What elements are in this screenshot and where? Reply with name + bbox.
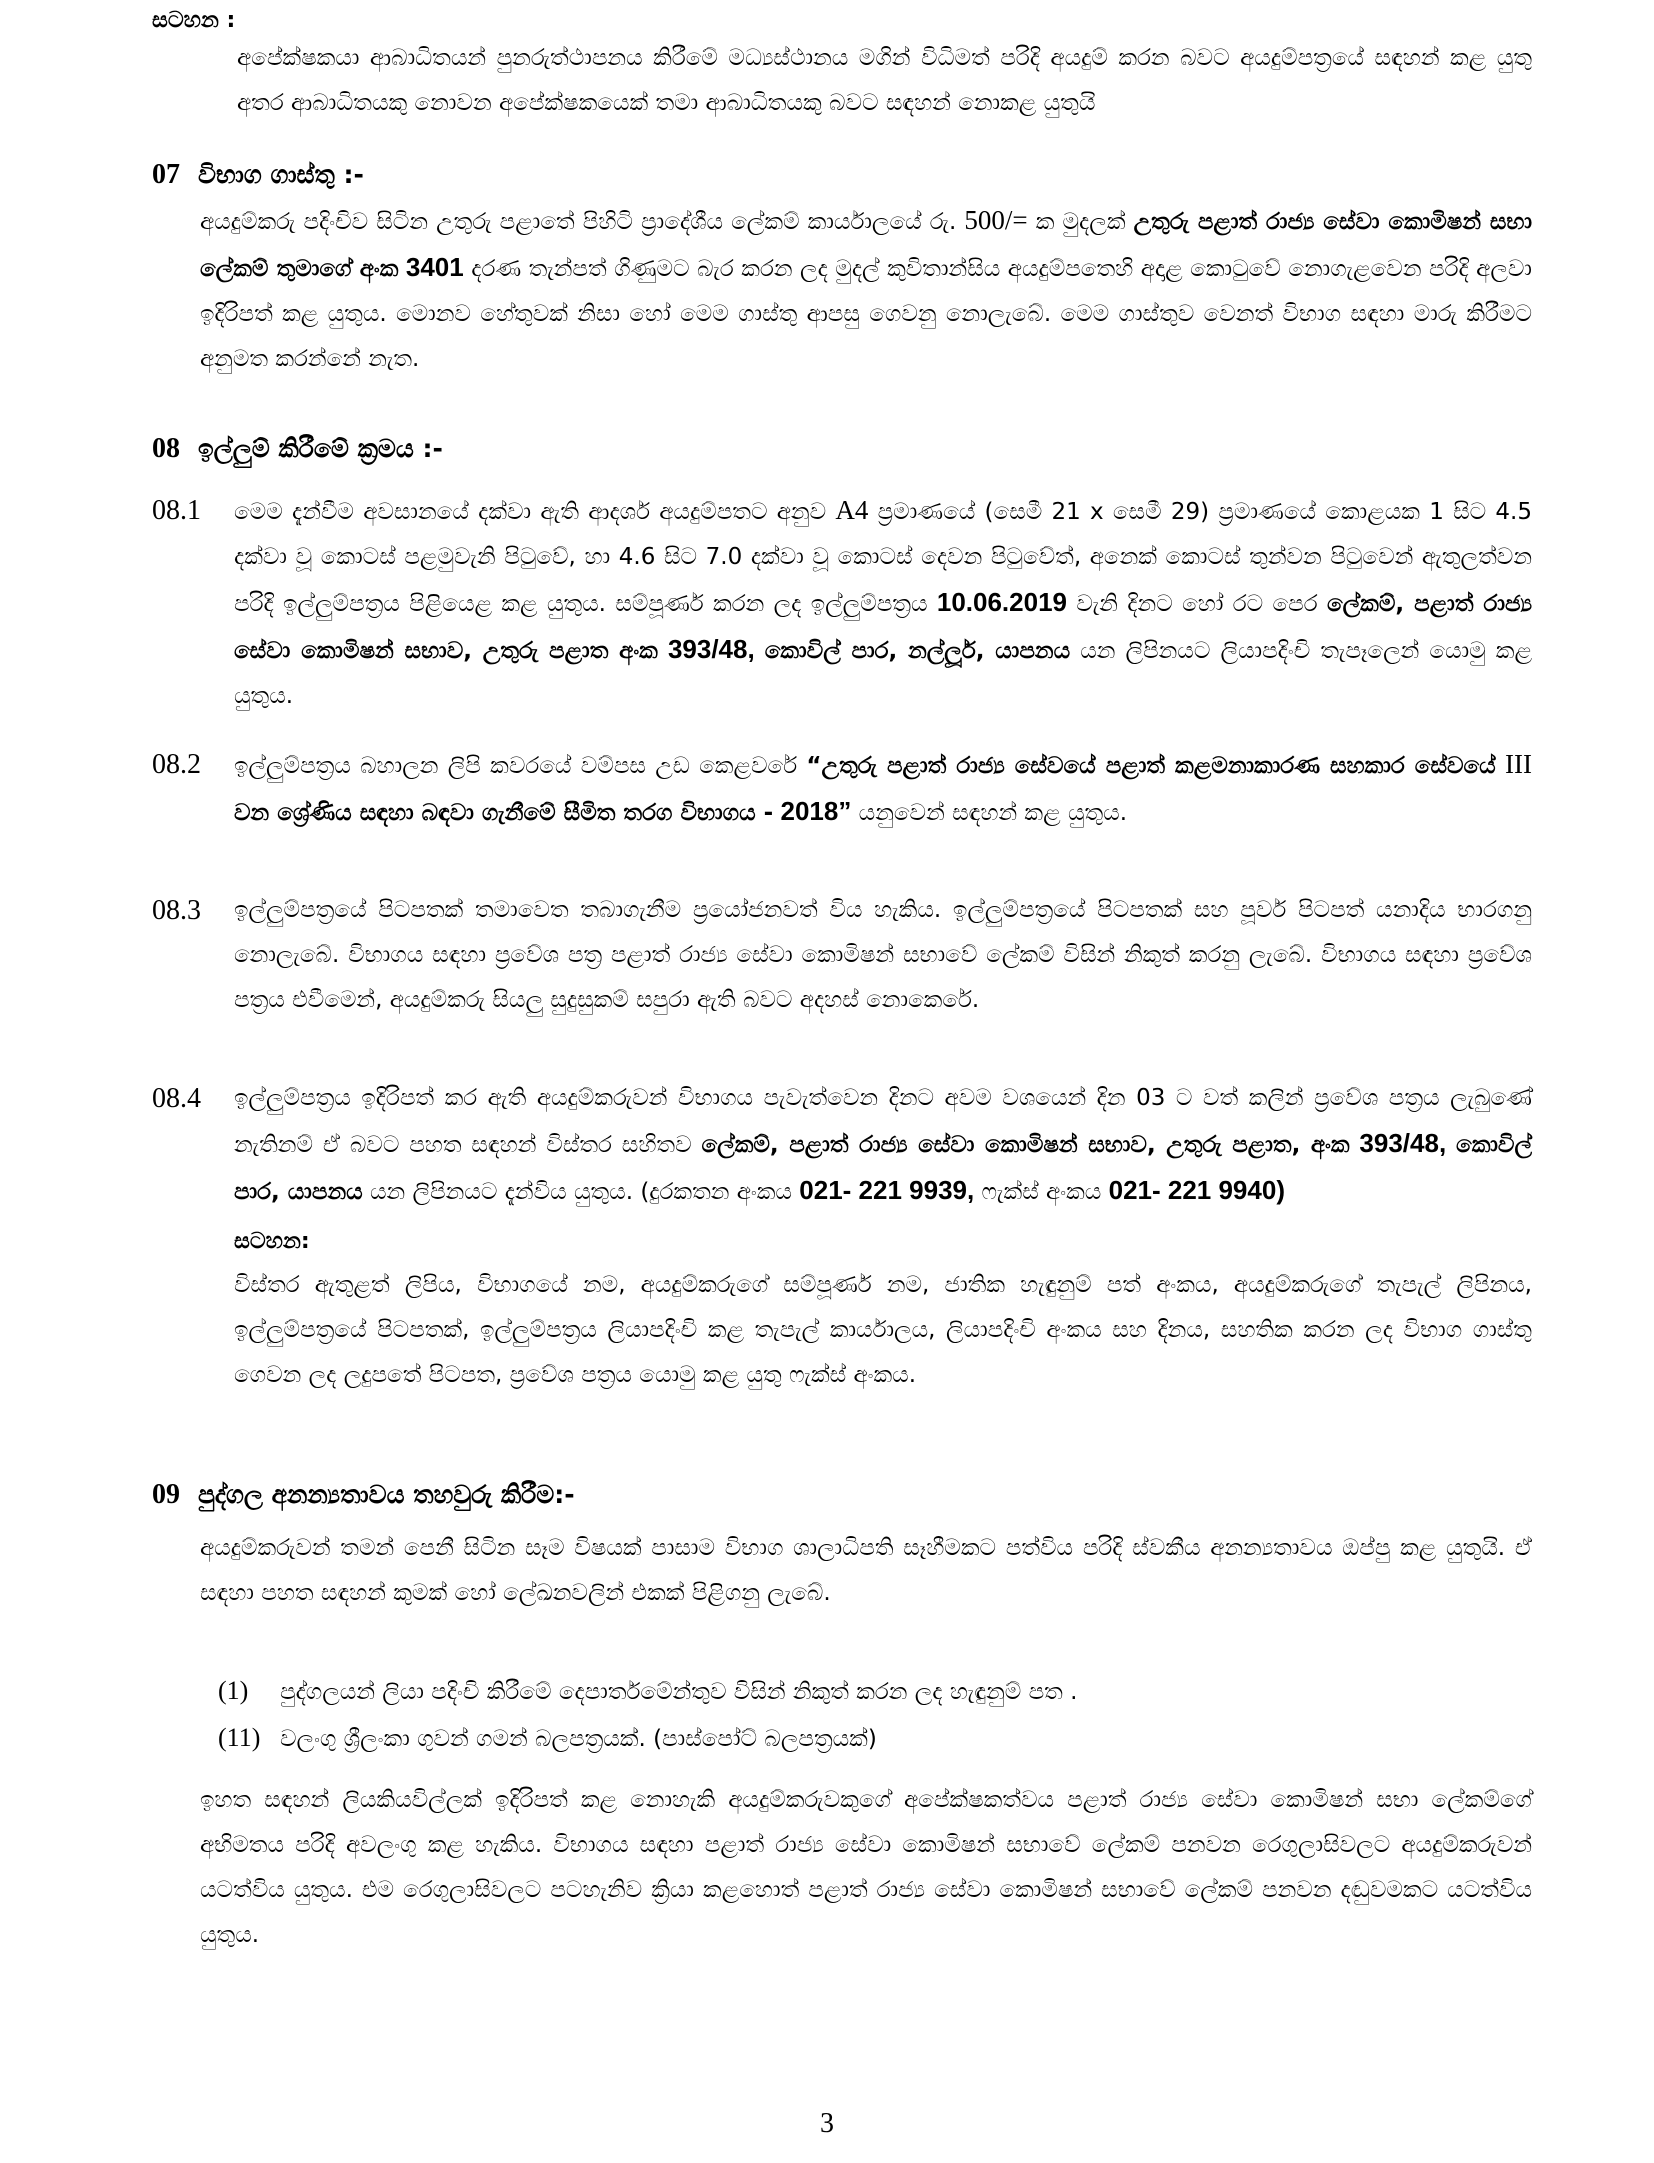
para-08-1 [234,488,1532,719]
section-09-intro [200,1526,1532,1616]
section-number: 07 [152,159,180,190]
identity-intro: අයදුම්කරුවන් තමන් පෙනී සිටින සෑම විෂයක් පාසාම විභාග ශාලාධිපති සෑහීමකට පත්විය පරිදි ස්වකීය අනන්‍යතාවය ඔප්පු කළ යුතුයි. ඒ සඳහා පහත සඳහන් කුමක් හෝ ලේඛනවලින් එකක් පිළිගනු ලැබේ. [200,1535,1532,1606]
identity-document-list [218,1668,1532,1762]
section-number: 09 [152,1479,180,1510]
p1-address-b: කොවිල් පාර, නල්ලූර්, යාපනය [764,638,1071,664]
p4-note-text: විස්තර ඇතුළත් ලිපිය, විභාගයේ නම, අයදුම්කරුගේ සම්පූර්ණ නම, ජාතික හැඳුනුම් පත් අංකය, අයදුම්කරුගේ තැපැල් ලිපිනය, ඉල්ලුම්පත්‍රයේ පිටපතක්, ඉල්ලුම්පත්‍රය ලියාපදිංචි කළ තැපැල් කාර්යාලය, ලියාපදිංචි අංකය සහ දිනය, සහතික කරන ලද විභාග ගාස්තු ගෙවන ලද ලදුපතේ පිටපත, ප්‍රවේශ පත්‍රය යොමු කළ යුතු ෆැක්ස් අංකය. [234,1272,1532,1388]
p4-text-a: ඉල්ලුම්පත්‍රය ඉදිරිපත් කර ඇති අයදුම්කරුවන් විභාගය පැවැත්වෙන දිනට අවම වශයෙන් දින 03 ට වත් කලින් ප්‍රවේශ පත්‍රය ලැබුණේ නැතිනම් ඒ බවට පහත සඳහන් විස්තර සහිතව [234,1085,1532,1158]
p2-quote-a: “උතුරු පළාත් රාජ්‍ය සේවයේ පළාත් කළමනාකාරණ සහකාර සේවයේ [806,753,1496,779]
fax-number: 021- 221 9940) [1108,1175,1285,1205]
section-09-closing [200,1778,1532,1958]
fax-label: ෆැක්ස් අංකය [981,1179,1102,1205]
p4-address-a: ලේකම්, පළාත් රාජ්‍ය සේවා කොමිෂන් සභාව, උතුරු පළාත, අංක [701,1132,1350,1158]
p2-quote-b: වන ශ්‍රේණිය සඳහා බඳවා ගැනීමේ සීමිත තරග විභාගය - [234,800,774,826]
list-item-number: (1) [218,1676,249,1705]
closing-date: 10.06.2019 [936,587,1067,617]
note-text: අපේක්ෂකයා ආබාධිතයන් පුනරුත්ථාපනය කිරීමේ මධ්‍යස්ථානය මගින් විධිමත් පරිදි අයදුම් කරන බවට අයදුම්පත්‍රයේ සඳහන් කළ යුතු අතර ආබාධිතයකු නොවන අපේක්ෂකයෙක් තමා ආබාධිතයකු බවට සඳහන් නොකළ යුතුයි [237,45,1532,116]
fee-paragraph [200,198,1532,382]
para-number-08-1: 08.1 [152,495,201,526]
list-item-text: පුද්ගලයන් ලියා පදිංචි කිරීමේ දෙපාර්තමේන්තුව විසින් නිකුත් කරන ලද හැඳුනුම් පත . [280,1679,1078,1705]
para-number-08-4: 08.4 [152,1083,201,1114]
p1-address-a: ලේකම්, පළාත් රාජ්‍ය සේවා කොමිෂන් සභාව, උතුරු පළාත අංක [234,591,1533,664]
section-title: විභාග ගාස්තු :- [198,160,364,189]
fee-text-c: දරණ තැන්පත් ගිණුමට බැර කරන ලද මුදල් කුවිතාන්සිය අයදුම්පතෙහි අදාළ කොටුවේ නොගැළවෙන පරිදි අලවා ඉදිරිපත් කළ යුතුය. මොනව හේතුවක් නිසා හෝ මෙම ගාස්තු ආපසු ගෙවනු නොලැබේ. මෙම ගාස්තුව වෙනත් විභාග සඳහා මාරු කිරීමට අනුමත කරන්නේ නැත. [200,256,1532,372]
section-number: 08 [152,433,180,464]
note-label: සටහන : [152,8,236,33]
p4-address-number: 393/48, [1359,1128,1447,1158]
p2-text-b: යනුවෙන් සඳහන් කළ යුතුය. [858,800,1128,826]
identity-closing: ඉහත සඳහන් ලියකියවිල්ලක් ඉදිරිපත් කළ නොහැකි අයදුම්කරුවකුගේ අපේක්ෂකත්වය පළාත් රාජ්‍ය සේවා කොමිෂන් සභා ලේකම්ගේ අභිමතය පරිදි අවලංගු කළ හැකිය. විභාගය සඳහා පළාත් රාජ්‍ය සේවා කොමිෂන් සභාවේ ලේකම් පනවන රෙගුලාසිවලට අයදුම්කරුවන් යටත්විය යුතුය. එම රෙගුලාසිවලට පටහැනිව ක්‍රියා කළහොත් පළාත් රාජ්‍ය සේවා කොමිෂන් සභාවේ ලේකම් පනවන දඬුවමකට යටත්විය යුතුය. [200,1787,1532,1948]
fee-account-holder: උතුරු පළාත් රාජ්‍ය සේවා කොමිෂන් සභා ලේකම් තුමාගේ අංක [200,209,1533,282]
section-09-heading [152,1472,1532,1517]
top-note-body [237,36,1532,126]
list-item [218,1715,1532,1762]
section-07-body [200,198,1532,382]
section-08-heading [152,426,1532,471]
p2-text-a: ඉල්ලුම්පත්‍රය බහාලන ලිපි කවරයේ වම්පස උඩ කෙළවරේ [234,753,798,779]
list-item-text: වලංගු ශ්‍රීලංකා ගුවන් ගමන් බලපත්‍රයක්. (පාස්පෝට් බලපත්‍රයක්) [280,1726,877,1752]
para-number-08-2: 08.2 [152,749,201,780]
p2-grade: III [1505,749,1532,779]
p2-year: 2018” [780,796,852,826]
para-number-08-3: 08.3 [152,895,201,926]
p1-text-a: මෙම දැන්වීම අවසානයේ දක්වා ඇති ආදර්ශ අයදුම්පතට අනුව [234,499,827,525]
p4-text-b: යන ලිපිනයට දැන්විය යුතුය. (දුරකතන අංකය [369,1179,792,1205]
list-item-number: (11) [218,1723,261,1752]
para-08-2 [234,742,1532,836]
fee-text-a: අයදුම්කරු පදිංචිව සිටින උතුරු පළාතේ පිහිටි ප්‍රාදේශීය ලේකම් කාර්යාලයේ රු. [200,209,957,235]
p4-note-label: සටහන: [234,1229,310,1254]
p1-text-c: වැනි දිනට හෝ රට පෙර [1076,591,1318,617]
p1-text-d: යන ලිපිනයට ලියාපදිංචි තැපෑලෙන් යොමු කළ යුතුය. [234,638,1533,709]
list-item [218,1668,1532,1715]
p1-text-b: ප්‍රමාණයේ (සෙමී 21 x සෙමී 29) ප්‍රමාණයේ කොළයක 1 සිට 4.5 දක්වා වූ කොටස් පළමුවැනි පිටුවේ, හා 4.6 සිට 7.0 දක්වා වූ කොටස් දෙවන පිටුවේත්, අනෙක් කොටස් තුන්වන පිටුවෙන් ඇතුලත්වන පරිදි ඉල්ලුම්පත්‍රය පිළියෙළ කළ යුතුය. සම්පූර්ණ කරන ලද ඉල්ලුම්පත්‍රය [234,499,1532,617]
section-07-heading [152,152,1532,197]
section-title: ඉල්ලුම් කිරීමේ ක්‍රමය :- [198,434,443,463]
telephone-number: 021- 221 9939, [799,1175,975,1205]
p3-text: ඉල්ලුම්පත්‍රයේ පිටපතක් තමාවෙත තබාගැනීම ප්‍රයෝජනවත් විය හැකිය. ඉල්ලුම්පත්‍රයේ පිටපතක් සහ පූර්ව පිටපත් යනාදිය භාරගනු නොලැබේ. විභාගය සඳහා ප්‍රවේශ පත්‍ර පළාත් රාජ්‍ය සේවා කොමිෂන් සභාවේ ලේකම් විසින් නිකුත් කරනු ලැබේ. විභාගය සඳහා ප්‍රවේශ පත්‍රය එවීමෙන්, අයදුම්කරු සියලු සුදුසුකම් සපුරා ඇති බවට අදහස් නොකෙරේ. [234,897,1532,1013]
paper-size: A4 [835,495,869,525]
fee-account-number: 3401 [405,252,464,282]
section-title: පුද්ගල අනන්‍යතාවය තහවුරු කිරීම:- [198,1480,575,1509]
page-number: 3 [820,2108,834,2139]
para-08-4 [234,1076,1532,1398]
fee-text-b: ක මුදලක් [1035,209,1126,235]
p4-address-b: කොවිල් පාර, යාපනය [234,1132,1533,1205]
fee-amount: 500/= [964,205,1028,235]
para-08-3 [234,888,1532,1023]
p1-address-number: 393/48, [667,634,755,664]
